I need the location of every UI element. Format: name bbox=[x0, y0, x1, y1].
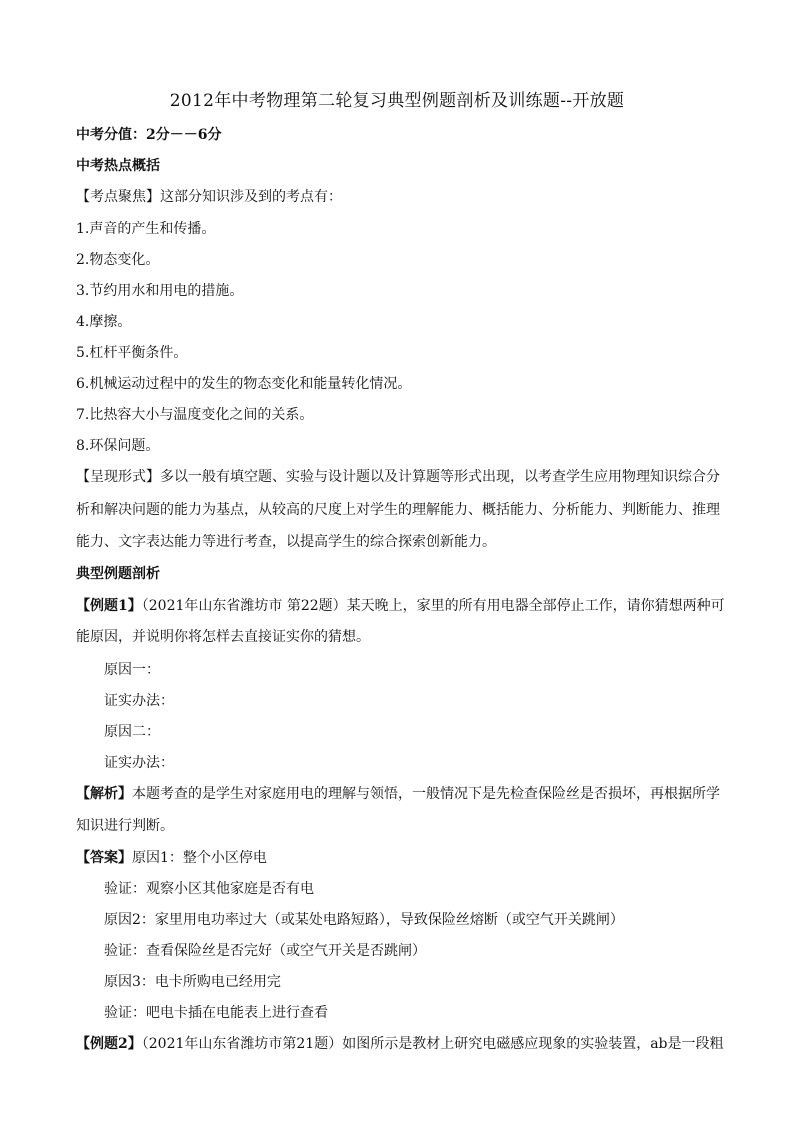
answer-line bbox=[76, 847, 267, 867]
focus-item: 5.杠杆平衡条件。 bbox=[76, 345, 188, 361]
focus-text: 这部分知识涉及到的考点有： bbox=[160, 189, 342, 205]
answer-line: 验证：吧电卡插在电能表上进行查看 bbox=[104, 1005, 328, 1021]
analysis-text: 本题考查的是学生对家庭用电的理解与领悟，一般情况下是先检查保险丝是否损坏，再根据所学 bbox=[132, 786, 720, 802]
form-text: 多以一般有填空题、实验与设计题以及计算题等形式出现，以考查学生应用物理知识综合分 bbox=[160, 469, 720, 485]
blank-verify-1: 证实办法： bbox=[104, 693, 174, 709]
form-label: 【呈现形式】 bbox=[76, 469, 160, 485]
focus-item: 8.环保问题。 bbox=[76, 438, 160, 454]
blank-reason-1: 原因一： bbox=[104, 662, 160, 678]
page-title: 2012年中考物理第二轮复习典型例题剖析及训练题--开放题 bbox=[169, 91, 625, 111]
form-line: 析和解决问题的能力为基点，从较高的尺度上对学生的理解能力、概括能力、分析能力、判断能力、推理 bbox=[76, 502, 720, 518]
example1-label: 【例题1】 bbox=[76, 598, 142, 614]
hotspot-heading: 中考热点概括 bbox=[76, 158, 160, 174]
answer-first: 原因1：整个小区停电 bbox=[132, 850, 267, 866]
score-line: 中考分值：2分－－6分 bbox=[76, 127, 222, 143]
example1-line: 能原因，并说明你将怎样去直接证实你的猜想。 bbox=[76, 629, 370, 645]
examples-heading: 典型例题剖析 bbox=[76, 566, 160, 582]
focus-item: 3.节约用水和用电的措施。 bbox=[76, 283, 244, 299]
answer-label: 【答案】 bbox=[76, 850, 132, 866]
example1-text: （2021年山东省潍坊市 第22题）某天晚上，家里的所有用电器全部停止工作，请你猜想两种可 bbox=[141, 598, 725, 614]
focus-item: 2.物态变化。 bbox=[76, 252, 160, 268]
focus-intro bbox=[76, 186, 342, 206]
focus-item: 7.比热容大小与温度变化之间的关系。 bbox=[76, 407, 314, 423]
focus-item: 1.声音的产生和传播。 bbox=[76, 221, 216, 237]
analysis-label: 【解析】 bbox=[76, 786, 132, 802]
example2-line bbox=[76, 1033, 724, 1053]
example1-line bbox=[76, 595, 725, 615]
answer-line: 原因2：家里用电功率过大（或某处电路短路），导致保险丝熔断（或空气开关跳闸） bbox=[104, 912, 624, 928]
focus-item: 6.机械运动过程中的发生的物态变化和能量转化情况。 bbox=[76, 376, 412, 392]
example2-label: 【例题2】 bbox=[76, 1036, 142, 1052]
blank-verify-2: 证实办法： bbox=[104, 755, 174, 771]
focus-item: 4.摩擦。 bbox=[76, 314, 132, 330]
answer-line: 验证：观察小区其他家庭是否有电 bbox=[104, 881, 314, 897]
analysis-line: 知识进行判断。 bbox=[76, 818, 174, 834]
example2-text: （2021年山东省潍坊市第21题）如图所示是教材上研究电磁感应现象的实验装置，ab是一段粗 bbox=[141, 1036, 724, 1052]
answer-line: 原因3：电卡所购电已经用完 bbox=[104, 974, 281, 990]
focus-label: 【考点聚焦】 bbox=[76, 189, 160, 205]
answer-line: 验证：查看保险丝是否完好（或空气开关是否跳闸） bbox=[104, 943, 426, 959]
form-line bbox=[76, 466, 720, 486]
form-line: 能力、文字表达能力等进行考查，以提高学生的综合探索创新能力。 bbox=[76, 534, 496, 550]
analysis-line bbox=[76, 783, 720, 803]
blank-reason-2: 原因二： bbox=[104, 724, 160, 740]
